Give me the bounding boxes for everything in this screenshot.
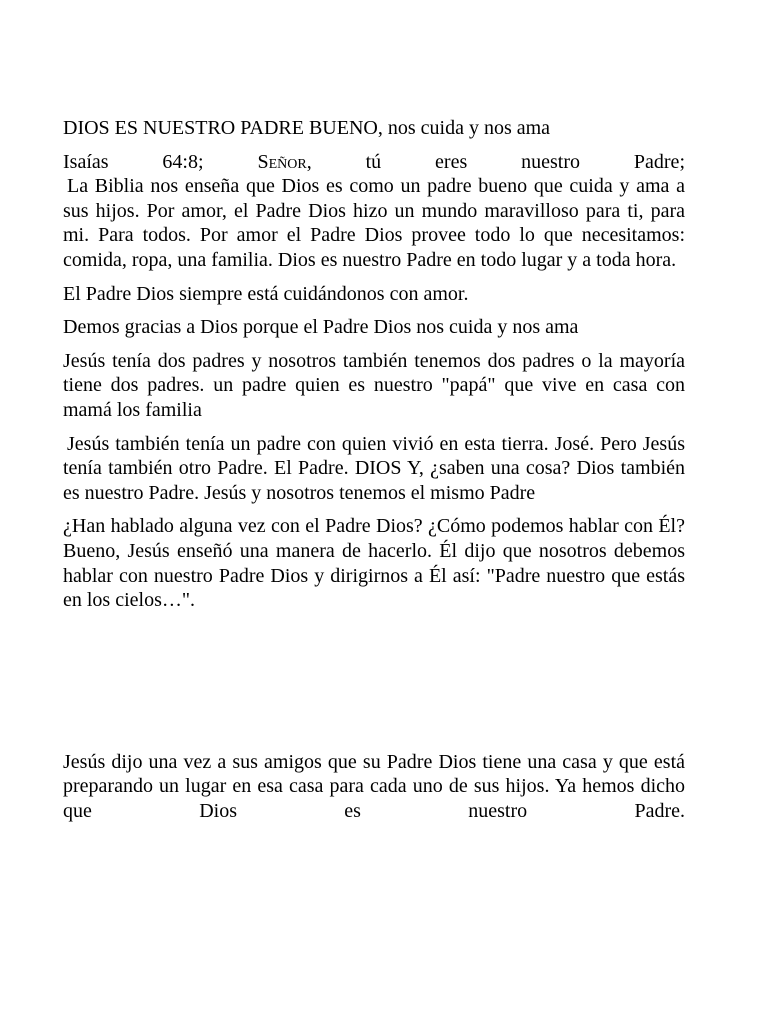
- blank-space: [63, 622, 685, 750]
- paragraph-6: ¿Han hablado alguna vez con el Padre Dios? ¿Cómo podemos hablar con Él? Bueno, Jesús enseñó una manera de hacerlo. Él dijo que nosotros debemos hablar con nuestro Padre Dios y dirigirnos a Él así: "Padre nuestro que estás en los cielos…".: [63, 515, 685, 612]
- verse-ref: Isaías 64:8;: [63, 150, 258, 173]
- title-caps: DIOS ES NUESTRO PADRE BUENO: [63, 117, 378, 139]
- paragraph-5: Jesús también tenía un padre con quien vivió en esta tierra. José. Pero Jesús tenía también otro Padre. El Padre. DIOS Y, ¿saben una cosa? Dios también es nuestro Padre. Jesús y nosotros tenemos el mismo Padre: [63, 432, 685, 504]
- paragraph-3: Demos gracias a Dios porque el Padre Dios nos cuida y nos ama: [63, 316, 579, 339]
- verse-reference: [63, 150, 685, 175]
- verse-lord: Señor: [257, 150, 307, 173]
- document-page: [63, 116, 685, 832]
- paragraph-2: El Padre Dios siempre está cuidándonos con amor.: [63, 282, 469, 305]
- paragraph-7: Jesús dijo una vez a sus amigos que su Padre Dios tiene una casa y que está preparando un lugar en esa casa para cada uno de sus hijos. Ya hemos dicho que Dios es nuestro Padre.: [63, 750, 685, 822]
- title-rest: , nos cuida y nos ama: [377, 117, 551, 139]
- verse-rest: , tú eres nuestro Padre;: [306, 150, 685, 173]
- document-title: [63, 116, 685, 141]
- paragraph-4: Jesús tenía dos padres y nosotros también tenemos dos padres o la mayoría tiene dos padres. un padre quien es nuestro "papá" que vive en casa con mamá los familia: [63, 349, 685, 421]
- paragraph-1: La Biblia nos enseña que Dios es como un padre bueno que cuida y ama a sus hijos. Por amor, el Padre Dios hizo un mundo maravilloso para ti, para mi. Para todos. Por amor el Padre Dios provee todo lo que necesitamos: comida, ropa, una familia. Dios es nuestro Padre en todo lugar y a toda hora.: [63, 175, 685, 271]
